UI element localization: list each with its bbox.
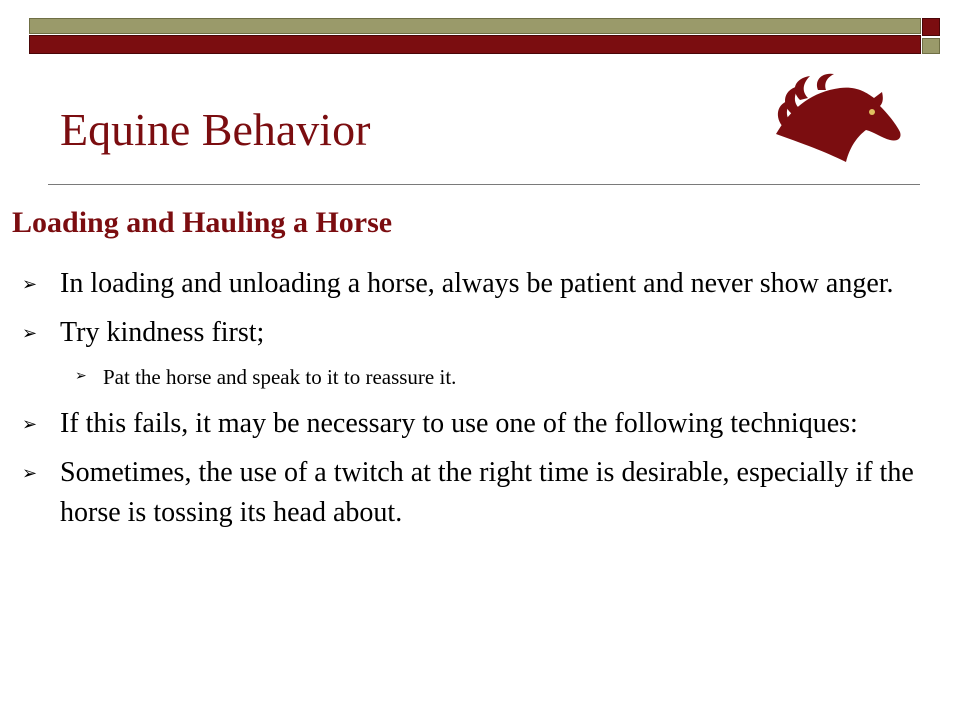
- arrowhead-bullet-icon: ➢: [22, 274, 38, 294]
- sub-bullet-item: [0, 362, 943, 392]
- arrowhead-bullet-icon: ➢: [22, 414, 38, 434]
- bullet-text: Sometimes, the use of a twitch at the right time is desirable, especially if the horse is tossing its head about.: [60, 457, 914, 528]
- arrowhead-bullet-icon: ➢: [22, 323, 38, 343]
- arrowhead-bullet-icon: ➢: [22, 463, 38, 483]
- bullet-list: [0, 264, 960, 542]
- header-square-olive: [922, 38, 940, 54]
- bullet-item: [0, 453, 956, 533]
- slide-subtitle: Loading and Hauling a Horse: [12, 206, 393, 239]
- slide-title: Equine Behavior: [60, 104, 371, 155]
- header-bar-maroon: [29, 35, 921, 54]
- header-bar-olive: [29, 18, 921, 34]
- sub-bullet-text: Pat the horse and speak to it to reassure it.: [103, 365, 457, 389]
- bullet-text: Try kindness first;: [60, 317, 265, 348]
- bullet-text: If this fails, it may be necessary to use one of the following techniques:: [60, 408, 858, 439]
- horse-head-icon: [770, 70, 908, 170]
- arrowhead-bullet-icon: ➢: [75, 369, 87, 384]
- bullet-item: [0, 264, 956, 304]
- title-divider: [48, 184, 920, 185]
- bullet-text: In loading and unloading a horse, always be patient and never show anger.: [60, 268, 894, 299]
- bullet-item: [0, 313, 956, 353]
- bullet-item: [0, 404, 956, 444]
- header-square-maroon: [922, 18, 940, 36]
